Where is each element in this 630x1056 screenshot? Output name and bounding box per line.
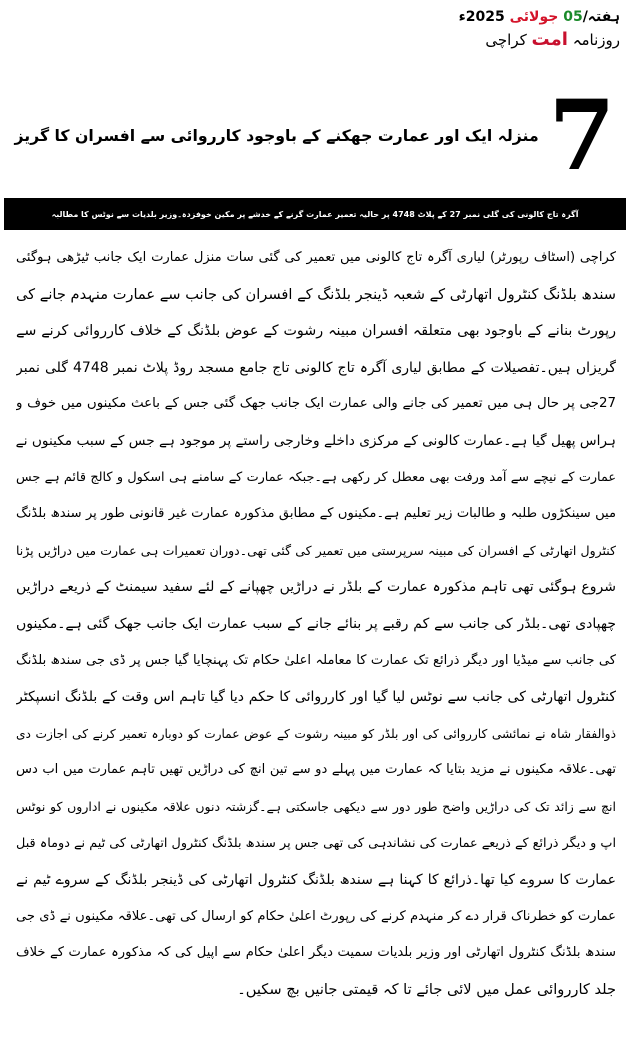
subheadline-bar xyxy=(4,198,626,230)
article-line: کنٹرول اتھارٹی کی جانب سے نوٹس لیا گیا اور کارروائی کا حکم دیا گیا تاہم اس وقت کے بلڈنگ انسپکٹر xyxy=(16,689,616,706)
article-line: سندھ بلڈنگ کنٹرول اتھارٹی اور وزیر بلدیات سمیت دیگر اعلیٰ حکام سے اپیل کی کہ مذکورہ عمارت کے خلاف xyxy=(16,945,616,961)
subheadline-text: آگرہ تاج کالونی کی گلی نمبر 27 کے پلاٹ 4748 پر حالیہ تعمیر عمارت گرنے کے خدشے پر مکین خوفزدہ۔وزیر بلدیات سے نوٹس کا مطالبہ xyxy=(51,209,579,219)
headline-number: 7 xyxy=(548,79,616,192)
article-line: اپ و دیگر ذرائع کے ذریعے عمارت کی نشاندہی کی تھی جس پر سندھ بلڈنگ کنٹرول اتھارٹی کی ٹیم نے دوماہ قبل xyxy=(16,835,616,851)
article-line: چھپادی تھی۔بلڈر کی جانب سے کم رقبے پر بنائے جانے کے سبب عمارت ایک جانب جھک گئی ہے۔مکینوں xyxy=(16,615,616,632)
article-line: شروع ہوگئی تھی تاہم مذکورہ عمارت کے بلڈر نے دراڑیں چھپانے کے لئے سفید سیمنٹ کے ذریعے دراڑیں xyxy=(16,579,616,596)
article-line: عمارت کے نیچے سے آمد ورفت بھی معطل کر رکھی ہے۔جبکہ عمارت کے سامنے ہی اسکول و کالج قائم ہے جس xyxy=(16,469,616,485)
article-line: تھی۔علاقہ مکینوں نے مزید بتایا کہ عمارت میں پہلے دو سے تین انچ کی دراڑیں تھیں تاہم عمارت میں اب دس xyxy=(16,762,616,778)
dateline xyxy=(450,6,620,28)
article-line: ذوالفقار شاہ نے نمائشی کارروائی کی اور بلڈر کو مبینہ رشوت کے عوض عمارت کو دوبارہ تعمیر کرنے کی اجازت دی xyxy=(16,726,616,741)
article-body xyxy=(16,240,616,1008)
paper-name xyxy=(450,28,620,52)
article-line: 27جی پر حال ہی میں تعمیر کی جانے والی عمارت ایک جانب جھک گئی جس کے باعث مکینوں میں خوف و xyxy=(16,396,616,412)
dateline-weekday: ہفتہ/ xyxy=(582,9,620,25)
headline-text: منزلہ ایک اور عمارت جھکنے کے باوجود کارروائی سے افسران کا گریز xyxy=(14,126,539,145)
article-line: رپورٹ بنانے کے باوجود بھی متعلقہ افسران مبینہ رشوت کے عوض بلڈنگ کے خلاف کارروائی کرنے سے xyxy=(16,323,616,340)
article-line: کی جانب سے میڈیا اور دیگر ذرائع تک عمارت کا معاملہ اعلیٰ حکام تک پہنچایا گیا جس پر ڈی جی سندھ بلڈنگ xyxy=(16,652,616,668)
article-line: سندھ بلڈنگ کنٹرول اتھارٹی کے شعبہ ڈینجر بلڈنگ کے افسران کی جانب سے عمارت منہدم جانے کی xyxy=(16,285,616,303)
dateline-year: 2025ء xyxy=(458,9,505,25)
article-line: کنٹرول اتھارٹی کے افسران کی مبینہ سرپرستی میں تعمیر کی گئی تھی۔دوران تعمیرات ہی عمارت میں دراڑیں پڑنا xyxy=(16,542,616,558)
article-line: کراچی (اسٹاف رپورٹر) لیاری آگرہ تاج کالونی میں تعمیر کی گئی سات منزل عمارت ایک جانب ٹیڑھی ہوگئی xyxy=(16,250,616,265)
article-line: انچ سے زائد تک کی دراڑیں واضح طور دور سے دیکھی جاسکتی ہے۔گزشتہ دنوں علاقہ مکینوں نے اداروں کو نوٹس xyxy=(16,798,616,814)
dateline-month: جولائی xyxy=(509,9,559,25)
dateline-day: 05 xyxy=(563,9,583,25)
article-line: گریزاں ہیں۔تفصیلات کے مطابق لیاری آگرہ تاج کالونی تاج جامع مسجد روڈ پلاٹ نمبر 4748 گلی نمبر xyxy=(16,359,616,376)
article-line: ہراس پھیل گیا ہے۔عمارت کالونی کے مرکزی داخلے وخارجی راستے پر موجود ہے جس کے سبب مکینوں نے xyxy=(16,432,616,449)
article-line: میں سینکڑوں طلبہ و طالبات زیر تعلیم ہے۔مکینوں کے مطابق مذکورہ عمارت غیر قانونی طور پر سندھ بلڈنگ xyxy=(16,506,616,522)
article-line: عمارت کا سروے کیا تھا۔ذرائع کا کہنا ہے سندھ بلڈنگ کنٹرول اتھارٹی کی ڈینجر بلڈنگ کے سروے ٹیم نے xyxy=(16,872,616,889)
masthead xyxy=(450,6,620,64)
article-line: جلد کارروائی عمل میں لائی جائے تا کہ قیمتی جانیں بچ سکیں۔ xyxy=(237,980,616,998)
headline xyxy=(6,72,624,200)
paper-city: کراچی xyxy=(485,31,527,49)
paper-brand: امت xyxy=(531,29,568,50)
article-line: عمارت کو خطرناک قرار دے کر منہدم کرنے کی رپورٹ اعلیٰ حکام کو ارسال کی تھی۔علاقہ مکینوں نے ڈی جی xyxy=(16,908,616,924)
paper-prefix: روزنامہ xyxy=(572,31,620,49)
